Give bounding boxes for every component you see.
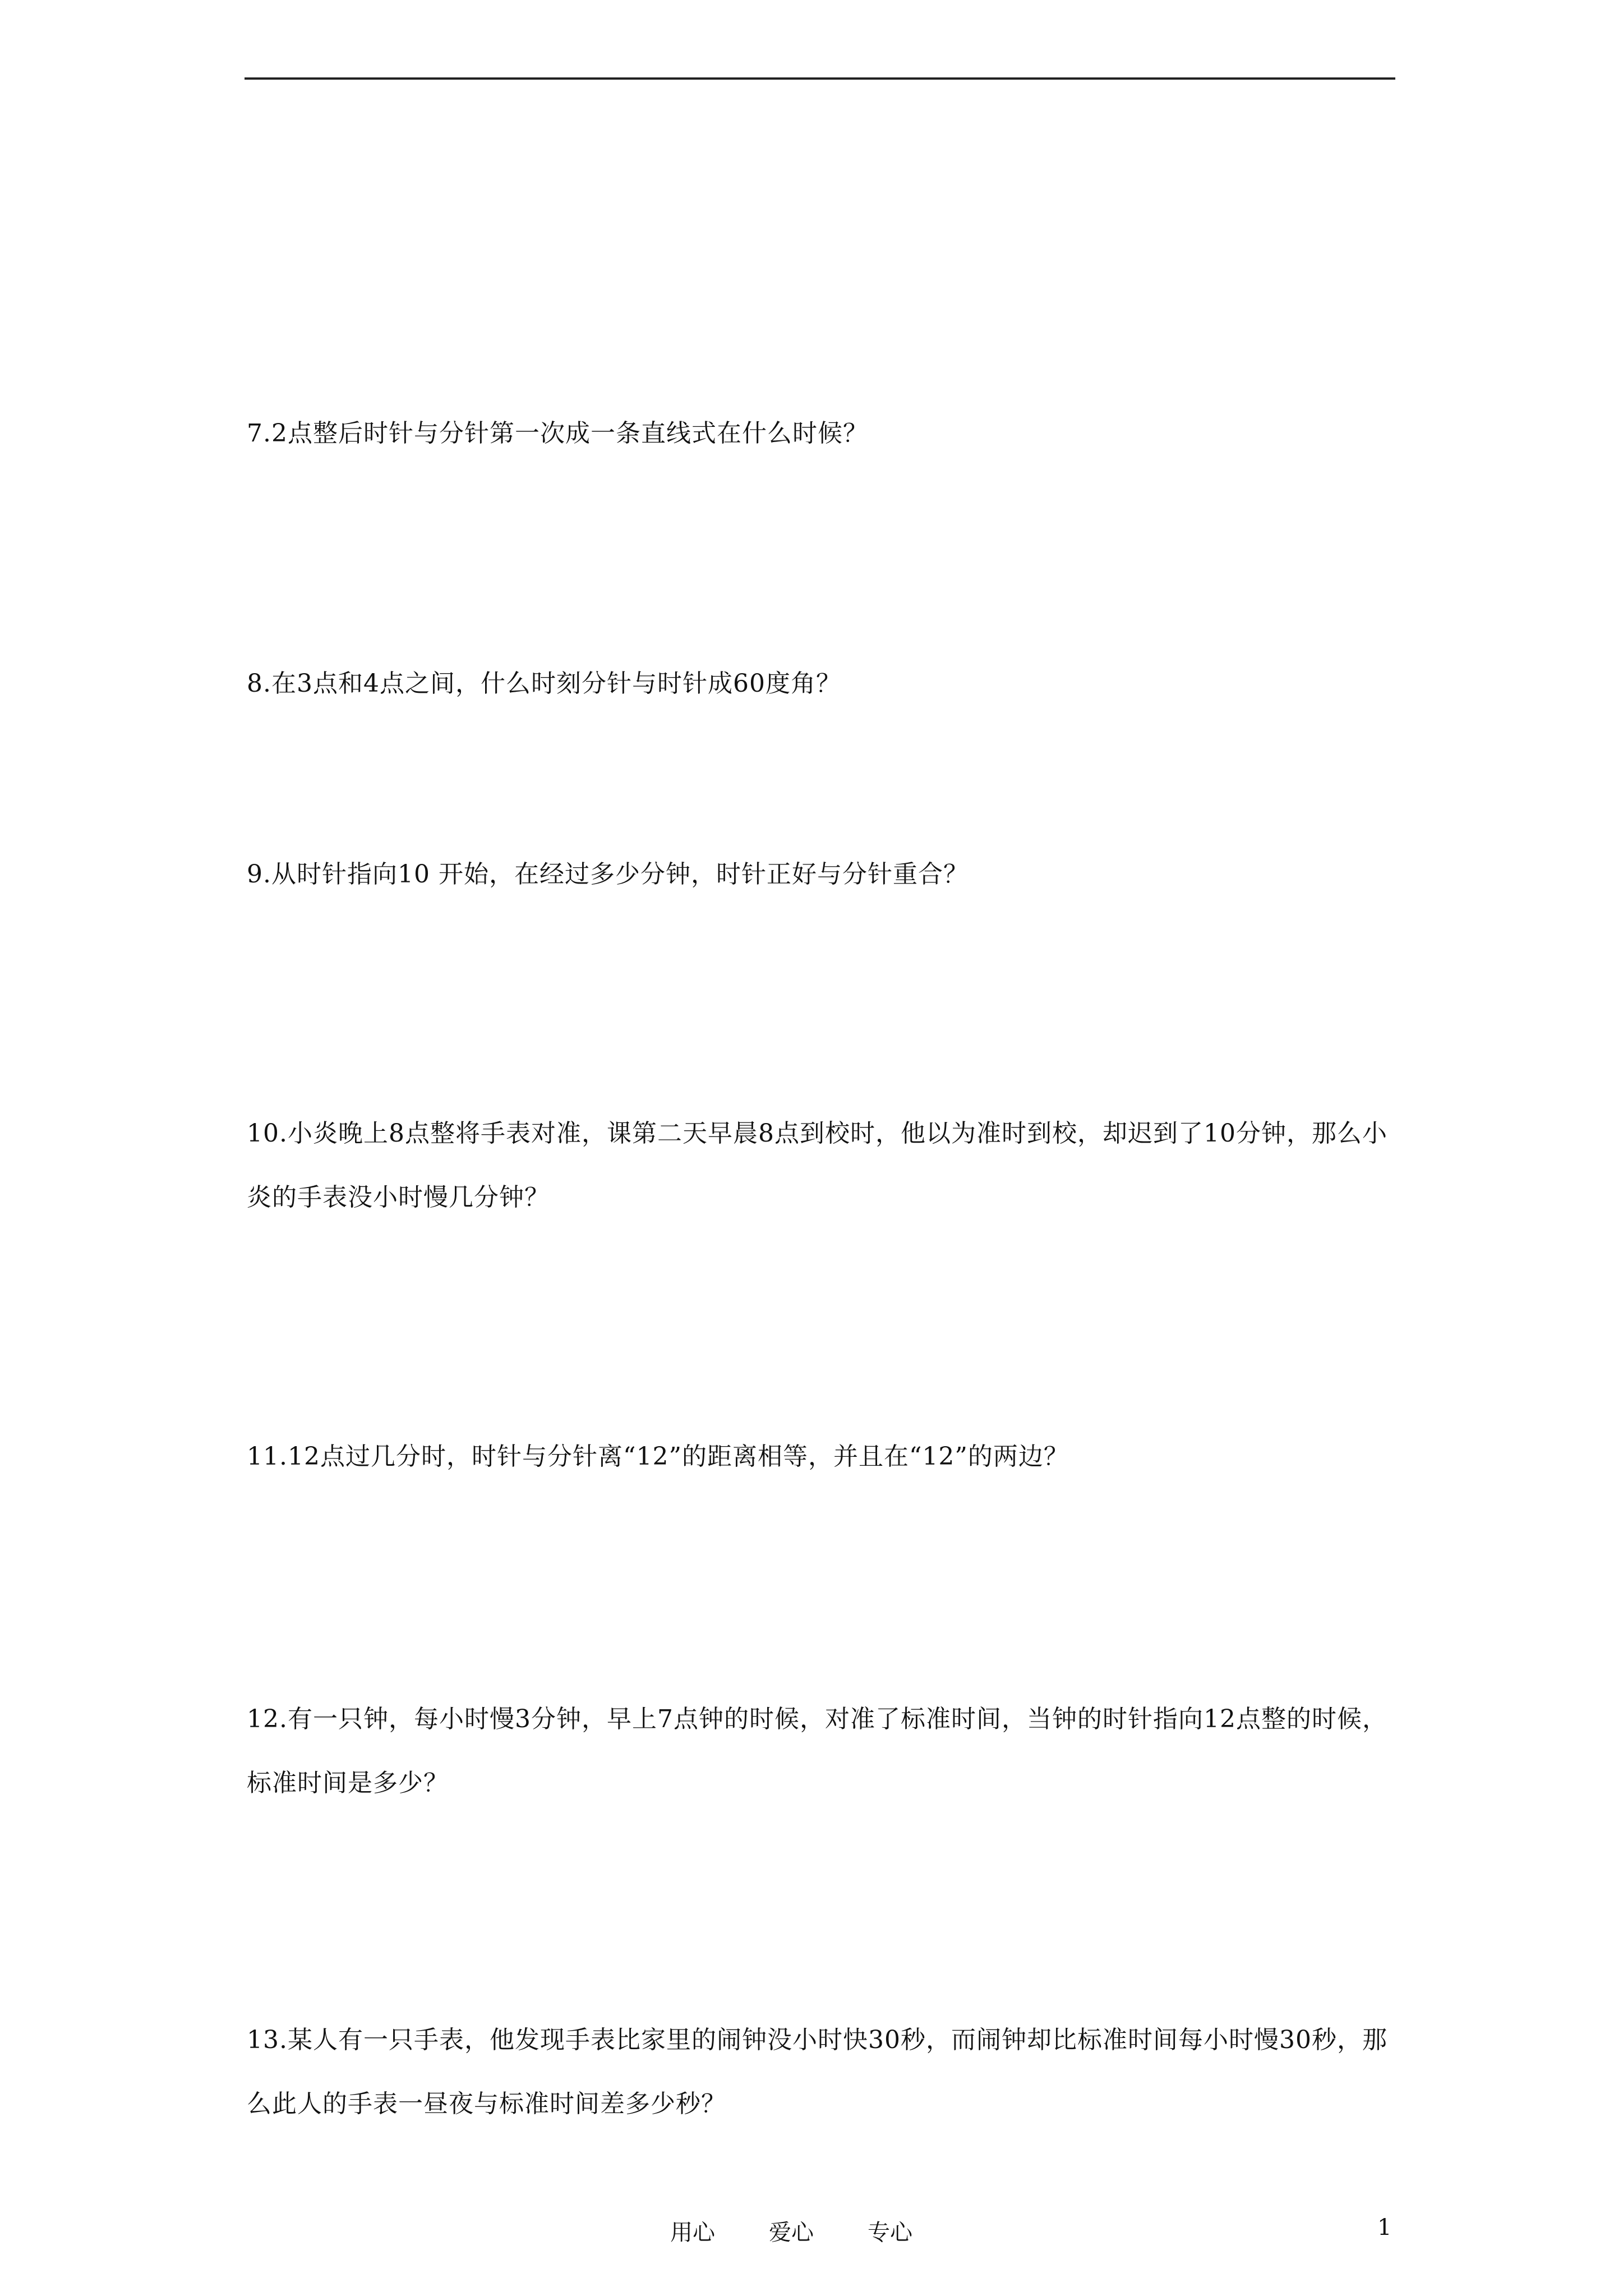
question-10: 10.小炎晚上8点整将手表对准，课第二天早晨8点到校时，他以为准时到校，却迟到了10分钟，那么小炎的手表没小时慢几分钟？ xyxy=(247,1119,1387,1212)
question-8: 8.在3点和4点之间，什么时刻分针与时针成60度角？ xyxy=(247,669,841,698)
page-footer xyxy=(0,2215,1623,2260)
question-13: 13.某人有一只手表，他发现手表比家里的闹钟没小时快30秒，而闹钟却比标准时间每小时慢30秒，那么此人的手表一昼夜与标准时间差多少秒？ xyxy=(247,2026,1387,2118)
header-rule xyxy=(245,77,1395,80)
page-number: 1 xyxy=(1377,2215,1392,2240)
question-11: 11.12点过几分时，时针与分针离“12”的距离相等，并且在“12”的两边？ xyxy=(247,1442,1069,1471)
footer-motto-3: 专心 xyxy=(868,2220,912,2246)
question-7: 7.2点整后时针与分针第一次成一条直线式在什么时候？ xyxy=(247,419,868,448)
footer-motto-2: 爱心 xyxy=(769,2220,814,2246)
question-12: 12.有一只钟，每小时慢3分钟，早上7点钟的时候，对准了标准时间，当钟的时针指向12点整的时候，标准时间是多少？ xyxy=(247,1705,1387,1797)
footer-motto xyxy=(670,2215,966,2247)
question-9: 9.从时针指向10 开始，在经过多少分钟，时针正好与分针重合？ xyxy=(247,860,969,889)
footer-motto-1: 用心 xyxy=(670,2220,715,2246)
